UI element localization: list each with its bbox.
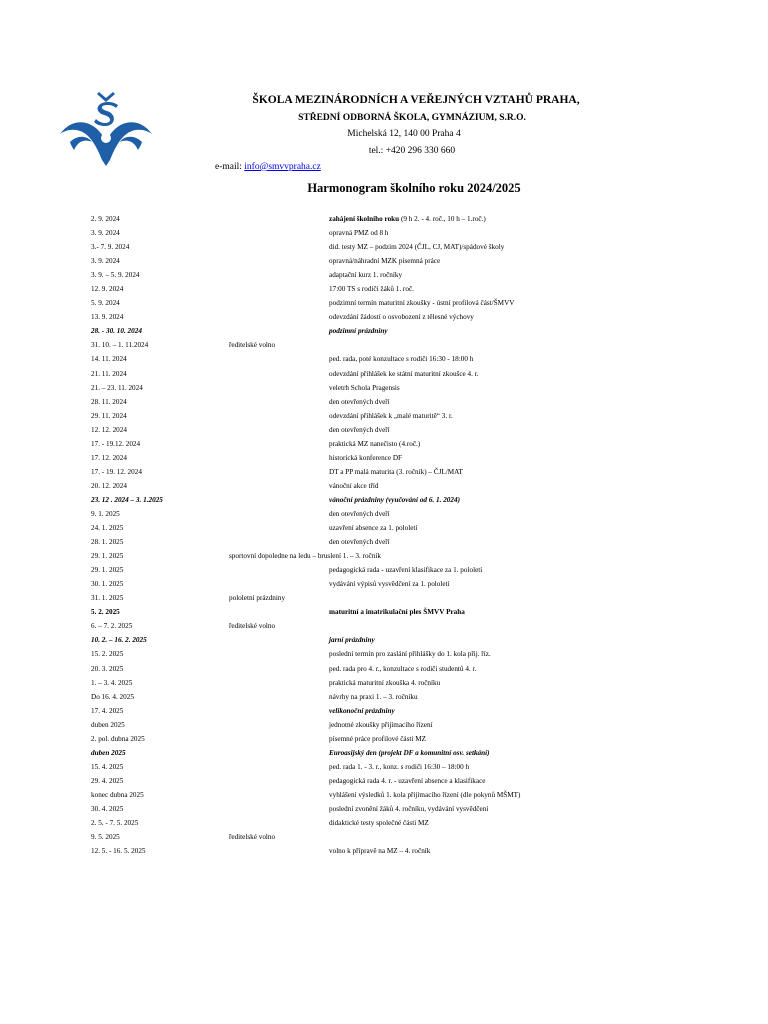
row-description	[329, 746, 490, 760]
row-description-text: Euroasijský den (projekt DF a komunitní osv. setkání)	[329, 748, 490, 757]
schedule-row	[91, 676, 731, 690]
row-date: 12. 5. - 16. 5. 2025	[91, 847, 146, 856]
row-date: Do 16. 4. 2025	[91, 692, 134, 701]
row-note: ředitelské volno	[229, 341, 276, 350]
schedule-row	[91, 718, 731, 732]
row-description-text: ped. rada pro 4. r., konzultace s rodiči studentů 4. r.	[329, 664, 477, 673]
row-description	[329, 774, 485, 788]
row-description-text: pedagogická rada 4. r. - uzavření absence a klasifikace	[329, 776, 486, 785]
schedule-row	[91, 830, 731, 844]
schedule-row	[91, 774, 731, 788]
row-description-text: podzimní termín maturitní zkoušky - ústní profilová část/ŠMVV	[329, 299, 515, 308]
schedule-row	[91, 240, 731, 254]
schedule-row	[91, 254, 731, 268]
row-date: 24. 1. 2025	[91, 524, 124, 533]
row-description-text: historická konference DF	[329, 453, 403, 462]
row-description-text: ped. rada, poté konzultace s rodiči 16:30 - 18:00 h	[329, 355, 474, 364]
row-description	[329, 352, 473, 366]
row-date: 21. – 23. 11. 2024	[91, 383, 143, 392]
row-date: 2. 9. 2024	[91, 215, 120, 223]
row-description	[329, 212, 486, 226]
school-name: ŠKOLA MEZINÁRODNÍCH A VEŘEJNÝCH VZTAHŮ PRAHA,	[252, 94, 580, 106]
row-description	[329, 310, 474, 324]
row-description-text: opravná/náhradní MZK písemná práce	[329, 257, 441, 266]
schedule-table	[91, 212, 731, 858]
schedule-row	[91, 226, 731, 240]
row-date: 14. 11. 2024	[91, 355, 127, 364]
row-description	[329, 395, 390, 409]
schedule-row	[91, 662, 731, 676]
row-description	[329, 240, 504, 254]
row-description-text: maturitní a imatrikulační ples ŠMVV Praha	[329, 608, 465, 617]
schedule-row	[91, 395, 731, 409]
schedule-row	[91, 760, 731, 774]
school-address: Michelská 12, 140 00 Praha 4	[347, 129, 461, 139]
row-description-text: den otevřených dveří	[329, 538, 390, 547]
row-description-text: praktická MZ nanečisto (4.roč.)	[329, 439, 421, 448]
row-description	[329, 381, 400, 395]
row-description-text: vyhlášení výsledků 1. kola přijímacího řízení (dle pokynů MŠMT)	[329, 790, 521, 799]
schedule-row	[91, 367, 731, 381]
row-date: 15. 2. 2025	[91, 650, 124, 659]
row-date: konec dubna 2025	[91, 790, 144, 799]
row-description	[329, 437, 420, 451]
row-date: 17. - 19.12. 2024	[91, 439, 141, 448]
schedule-row	[91, 844, 731, 858]
row-description-text: odevzdání žádostí o osvobození z tělesné výchovy	[329, 313, 474, 322]
row-date: 2. pol. dubna 2025	[91, 734, 145, 743]
document-title: Harmonogram školního roku 2024/2025	[307, 181, 521, 195]
row-description-text: poslední termín pro zaslání přihlášky do 1. kola přij. říz.	[329, 650, 491, 659]
schedule-row	[91, 296, 731, 310]
schedule-row	[91, 802, 731, 816]
schedule-row	[91, 451, 731, 465]
row-description	[329, 465, 463, 479]
row-description-text: didaktické testy společné části MZ	[329, 819, 429, 828]
row-description	[329, 704, 395, 718]
row-date: 13. 9. 2024	[91, 313, 124, 322]
schedule-row	[91, 690, 731, 704]
row-description-text: vydávání výpisů vysvědčení za 1. pololetí	[329, 580, 450, 589]
schedule-row	[91, 437, 731, 451]
schedule-row	[91, 816, 731, 830]
row-description	[329, 605, 465, 619]
row-description-text: 17:00 TS s rodiči žáků 1. roč.	[329, 285, 414, 294]
row-date: 20. 12. 2024	[91, 481, 127, 490]
row-description-text: den otevřených dveří	[329, 425, 390, 434]
row-description	[329, 662, 476, 676]
row-description	[329, 451, 402, 465]
row-description	[329, 577, 450, 591]
row-date: 3.- 7. 9. 2024	[91, 243, 130, 252]
row-description	[329, 816, 429, 830]
schedule-row	[91, 409, 731, 423]
row-date: 21. 11. 2024	[91, 369, 127, 378]
row-date: 28. 1. 2025	[91, 538, 124, 547]
row-description	[329, 268, 402, 282]
schedule-row	[91, 788, 731, 802]
row-date: 9. 5. 2025	[91, 833, 120, 842]
schedule-row	[91, 704, 731, 718]
schedule-row	[91, 591, 731, 605]
schedule-row	[91, 535, 731, 549]
row-date: 29. 11. 2024	[91, 411, 127, 420]
row-description	[329, 563, 482, 577]
row-date: duben 2025	[91, 748, 126, 757]
row-date: 29. 1. 2025	[91, 566, 124, 575]
schedule-row	[91, 577, 731, 591]
email-label: e-mail:	[215, 162, 245, 172]
row-description	[329, 760, 469, 774]
row-description-text: den otevřených dveří	[329, 397, 390, 406]
row-description	[329, 732, 426, 746]
row-description	[329, 535, 390, 549]
schedule-row	[91, 549, 731, 563]
row-description	[329, 423, 390, 437]
schedule-row	[91, 746, 731, 760]
row-description-text: den otevřených dveří	[329, 509, 390, 518]
schedule-row	[91, 507, 731, 521]
row-date: duben 2025	[91, 720, 125, 729]
row-date: 20. 3. 2025	[91, 664, 124, 673]
row-date: 6. – 7. 2. 2025	[91, 622, 133, 631]
row-date: 12. 9. 2024	[91, 285, 124, 294]
schedule-row	[91, 352, 731, 366]
row-date: 2. 5. - 7. 5. 2025	[91, 819, 139, 828]
row-description	[329, 788, 520, 802]
row-description-text: opravná PMZ od 8 h	[329, 229, 389, 238]
row-description-text: DT a PP malá maturita (3. ročník) – ČJL/MAT	[329, 467, 463, 476]
row-description	[329, 324, 388, 338]
schedule-row	[91, 619, 731, 633]
row-description-text: did. testy MZ – podzim 2024 (ČJL, CJ, MAT)/spádové školy	[329, 243, 505, 252]
row-description-bold: zahájení školního roku	[329, 215, 400, 223]
row-description-text: poslední zvonění žáků 4. ročníku, vydávání vysvědčení	[329, 804, 489, 813]
schedule-row	[91, 282, 731, 296]
row-date: 30. 1. 2025	[91, 580, 124, 589]
schedule-row	[91, 423, 731, 437]
row-description	[329, 718, 433, 732]
row-description	[329, 633, 375, 647]
row-description-text: (9 h 2. - 4. roč., 10 h – 1.roč.)	[399, 215, 486, 223]
row-note: ředitelské volno	[229, 622, 276, 631]
schedule-row	[91, 479, 731, 493]
row-description-text: adaptační kurz 1. ročníky	[329, 271, 403, 280]
row-date: 1. – 3. 4. 2025	[91, 678, 133, 687]
schedule-row	[91, 732, 731, 746]
row-date: 31. 10. – 1. 11.2024	[91, 341, 149, 350]
schedule-row	[91, 381, 731, 395]
schedule-row	[91, 493, 731, 507]
row-description	[329, 254, 440, 268]
row-date: 3. 9. 2024	[91, 229, 120, 238]
row-description-text: veletrh Schola Pragensis	[329, 383, 400, 392]
schedule-row	[91, 268, 731, 282]
row-description	[329, 226, 389, 240]
row-note: ředitelské volno	[229, 833, 276, 842]
row-date: 23. 12 . 2024 – 3. 1.2025	[91, 495, 163, 504]
row-date: 3. 9. – 5. 9. 2024	[91, 271, 140, 280]
schedule-row	[91, 521, 731, 535]
row-date: 17. - 19. 12. 2024	[91, 467, 142, 476]
row-description-text: písemné práce profilové části MZ	[329, 734, 426, 743]
row-description-text: ped. rada 1. - 3. r., konz. s rodiči 16:30 – 18:00 h	[329, 762, 470, 771]
schedule-row	[91, 633, 731, 647]
row-description	[329, 844, 430, 858]
row-description	[329, 690, 418, 704]
row-date: 28. - 30. 10. 2024	[91, 327, 142, 336]
schedule-row	[91, 324, 731, 338]
row-description	[329, 296, 514, 310]
row-description-text: podzimní prázdniny	[329, 327, 388, 336]
schedule-row	[91, 212, 731, 226]
row-description	[329, 493, 460, 507]
row-description-text: návrhy na praxi 1. – 3. ročníku	[329, 692, 418, 701]
schedule-row	[91, 465, 731, 479]
schedule-row	[91, 338, 731, 352]
row-note: sportovní dopoledne na ledu – bruslení 1. – 3. ročník	[229, 552, 381, 561]
row-description-text: jarní prázdniny	[329, 636, 375, 645]
row-date: 29. 4. 2025	[91, 776, 124, 785]
row-date: 5. 9. 2024	[91, 299, 120, 308]
schedule-row	[91, 563, 731, 577]
row-description-text: jednotné zkoušky přijímacího řízení	[329, 720, 433, 729]
row-description	[329, 409, 453, 423]
row-description	[329, 507, 390, 521]
email-line	[215, 162, 321, 172]
row-description	[329, 367, 479, 381]
row-date: 29. 1. 2025	[91, 552, 124, 561]
schedule-row	[91, 605, 731, 619]
row-description-text: vánoční prázdniny (vyučování od 6. 1. 2024)	[329, 495, 460, 504]
row-description-text: praktická maturitní zkouška 4. ročníku	[329, 678, 441, 687]
school-type: STŘEDNÍ ODBORNÁ ŠKOLA, GYMNÁZIUM, S.R.O.	[298, 113, 526, 123]
row-date: 31. 1. 2025	[91, 594, 124, 603]
row-date: 17. 4. 2025	[91, 706, 124, 715]
row-description-text: vánoční akce tříd	[329, 481, 379, 490]
row-description	[329, 479, 379, 493]
row-description	[329, 521, 417, 535]
email-link[interactable]: info@smvvpraha.cz	[244, 162, 321, 172]
row-date: 9. 1. 2025	[91, 509, 120, 518]
row-description-text: odevzdání přihlášek ke státní maturitní zkoušce 4. r.	[329, 369, 479, 378]
row-note: pololetní prázdniny	[229, 594, 286, 603]
row-description	[329, 802, 488, 816]
row-date: 10. 2. – 16. 2. 2025	[91, 636, 147, 645]
row-date: 15. 4. 2025	[91, 762, 124, 771]
row-description-text: odevzdání přihlášek k „malé maturitě“ 3. r.	[329, 411, 453, 420]
row-description-text: velikonoční prázdniny	[329, 706, 395, 715]
row-description-text: volno k přípravě na MZ – 4. ročník	[329, 847, 431, 856]
row-description-text: uzavření absence za 1. pololetí	[329, 524, 418, 533]
row-date: 12. 12. 2024	[91, 425, 127, 434]
row-date: 3. 9. 2024	[91, 257, 120, 266]
school-phone: tel.: +420 296 330 660	[368, 146, 456, 156]
row-date: 5. 2. 2025	[91, 608, 120, 617]
schedule-row	[91, 310, 731, 324]
schedule-row	[91, 647, 731, 661]
row-date: 17. 12. 2024	[91, 453, 127, 462]
row-description	[329, 282, 414, 296]
row-date: 30. 4. 2025	[91, 804, 124, 813]
row-description	[329, 647, 491, 661]
row-description-text: pedagogická rada - uzavření klasifikace za 1. pololetí	[329, 566, 483, 575]
row-date: 28. 11. 2024	[91, 397, 127, 406]
row-description	[329, 676, 440, 690]
